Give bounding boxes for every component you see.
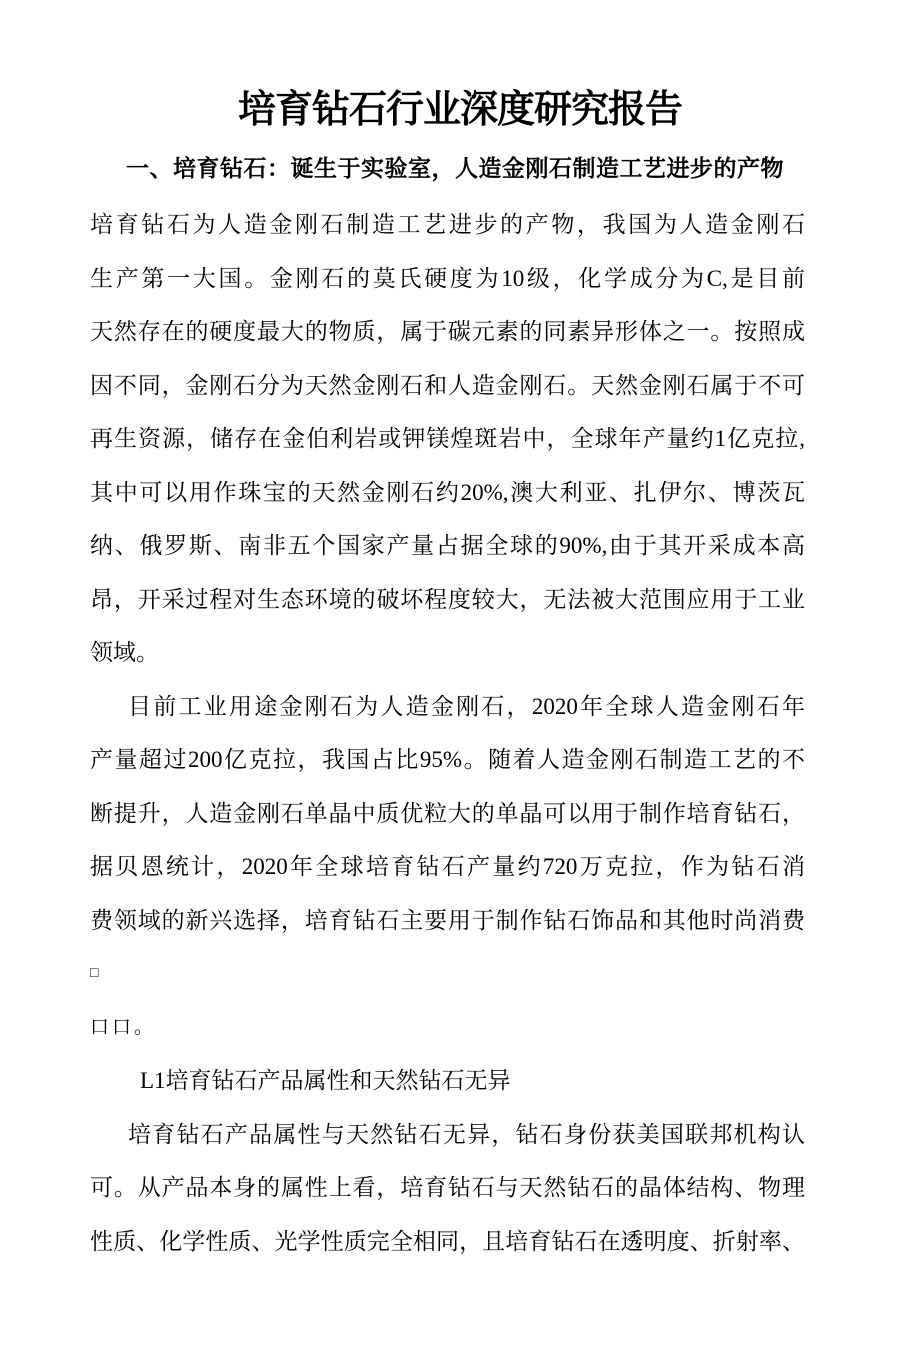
missing-glyph-line: □ bbox=[90, 966, 99, 981]
body-line: 产量超过200亿克拉，我国占比95%。随着人造金刚石制造工艺的不 bbox=[90, 747, 805, 772]
body-line: 可。从产品本身的属性上看，培育钻石与天然钻石的晶体结构、物理 bbox=[90, 1175, 805, 1200]
body-line: 断提升，人造金刚石单晶中质优粒大的单晶可以用于制作培育钻石， bbox=[90, 800, 805, 826]
body-line: 费领域的新兴选择，培育钻石主要用于制作钻石饰品和其他时尚消费 bbox=[90, 907, 805, 933]
subsection-heading: L1培育钻石产品属性和天然钻石无异 bbox=[140, 1068, 511, 1093]
document-title: 培育钻石行业深度研究报告 bbox=[237, 89, 682, 131]
body-line: 天然存在的硬度最大的物质，属于碳元素的同素异形体之一。按照成 bbox=[90, 319, 805, 344]
section-heading: 一、培育钻石：诞生于实验室，人造金刚石制造工艺进步的产物 bbox=[126, 156, 784, 181]
body-line: 据贝恩统计，2020年全球培育钻石产量约720万克拉，作为钻石消 bbox=[90, 854, 805, 879]
document-body bbox=[90, 198, 805, 1268]
body-line: 领域。 bbox=[90, 640, 159, 665]
body-line: 昂，开采过程对生态环境的破坏程度较大，无法被大范围应用于工业 bbox=[90, 586, 805, 612]
body-line: 目前工业用途金刚石为人造金刚石，2020年全球人造金刚石年 bbox=[128, 693, 805, 719]
body-line: 其中可以用作珠宝的天然金刚石约20%,澳大利亚、扎伊尔、博茨瓦 bbox=[90, 479, 805, 505]
missing-glyph-line: 口口。 bbox=[90, 1016, 157, 1038]
body-line: 性质、化学性质、光学性质完全相同，且培育钻石在透明度、折射率、 bbox=[90, 1228, 805, 1254]
body-line: 因不同，金刚石分为天然金刚石和人造金刚石。天然金刚石属于不可 bbox=[90, 372, 805, 398]
body-line: 培育钻石产品属性与天然钻石无异，钻石身份获美国联邦机构认 bbox=[128, 1121, 805, 1147]
body-line: 培育钻石为人造金刚石制造工艺进步的产物，我国为人造金刚石 bbox=[90, 212, 805, 237]
body-line: 生产第一大国。金刚石的莫氏硬度为10级，化学成分为C,是目前 bbox=[90, 265, 805, 291]
body-line: 纳、俄罗斯、南非五个国家产量占据全球的90%,由于其开采成本高 bbox=[90, 533, 805, 558]
body-line: 再生资源，储存在金伯利岩或钾镁煌斑岩中，全球年产量约1亿克拉, bbox=[90, 426, 805, 451]
